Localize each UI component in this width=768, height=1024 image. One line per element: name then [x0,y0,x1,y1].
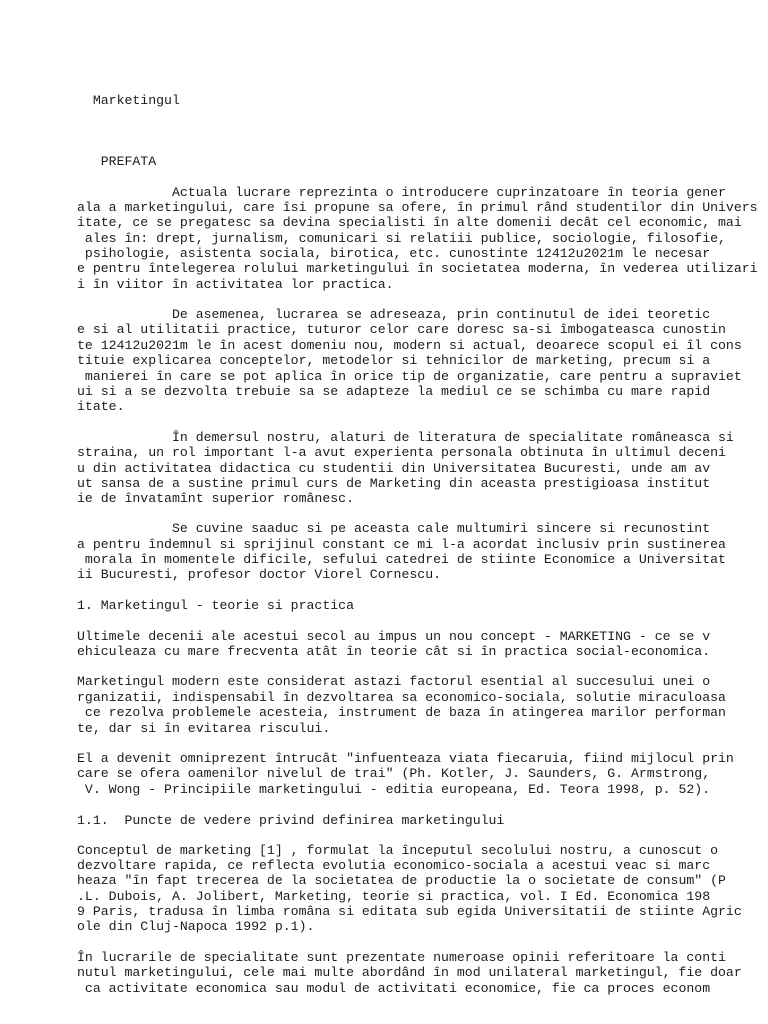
text-line: ut sansa de a sustine primul curs de Marketing din aceasta prestigioasa institut [77,476,711,491]
text-line: Conceptul de marketing [1] , formulat la începutul secolului nostru, a cunoscut o [77,843,719,858]
text-line: În lucrarile de specialitate sunt prezentate numeroase opinii referitoare la conti [77,950,726,965]
text-line: i în viitor în activitatea lor practica. [77,277,394,292]
text-line: nutul marketingului, cele mai multe abordând în mod unilateral marketingul, fie doar [77,965,742,980]
text-line: V. Wong - Principiile marketingului - editia europeana, Ed. Teora 1998, p. 52). [77,782,711,797]
text-line: ui si a se dezvolta trebuie sa se adapteze la mediul ce se schimba cu mare rapid [77,384,711,399]
section-heading: 1. Marketingul - teorie si practica [77,598,354,613]
text-line: ce rezolva problemele acesteia, instrument de baza în atingerea marilor performan [77,705,726,720]
text-line: 9 Paris, tradusa în limba româna si editata sub egida Universitatii de stiinte Agric [77,904,742,919]
text-line: manierei în care se pot aplica în orice tip de organizatie, care pentru a supraviet [77,369,742,384]
text-line: Se cuvine saaduc si pe aceasta cale multumiri sincere si recunostint [77,521,711,536]
text-line: e si al utilitatii practice, tuturor celor care doresc sa-si îmbogateasca cunostin [77,322,726,337]
text-line: tituie explicarea conceptelor, metodelor si tehnicilor de marketing, precum si a [77,353,711,368]
text-line: u din activitatea didactica cu studentii din Universitatea Bucuresti, unde am av [77,461,711,476]
text-line: care se ofera oamenilor nivelul de trai" (Ph. Kotler, J. Saunders, G. Armstrong, [77,766,711,781]
text-line: Actuala lucrare reprezinta o introducere cuprinzatoare în teoria gener [77,185,726,200]
text-line: heaza "în fapt trecerea de la societatea de productie la o societate de consum" (P [77,873,726,888]
text-line: ca activitate economica sau modul de activitati economice, fie ca proces econom [77,981,711,996]
text-line: Ultimele decenii ale acestui secol au impus un nou concept - MARKETING - ce se v [77,629,711,644]
text-line: te, dar si în evitarea riscului. [77,721,331,736]
section-heading: PREFATA [77,154,157,169]
text-line: rganizatii, indispensabil în dezvoltarea sa economico-sociala, solutie miraculoasa [77,690,726,705]
text-line: În demersul nostru, alaturi de literatura de specialitate româneasca si [77,430,734,445]
text-line: straina, un rol important l-a avut experienta personala obtinuta în ultimul deceni [77,445,726,460]
text-line: De asemenea, lucrarea se adreseaza, prin continutul de idei teoretic [77,307,711,322]
text-line: te 12412u2021m le în acest domeniu nou, modern si actual, deoarece scopul ei îl cons [77,338,742,353]
text-line: ii Bucuresti, profesor doctor Viorel Cornescu. [77,567,442,582]
text-line: a pentru îndemnul si sprijinul constant ce mi l-a acordat inclusiv prin sustinerea [77,537,726,552]
text-line: El a devenit omniprezent întrucât "infuenteaza viata fiecaruia, fiind mijlocul prin [77,751,734,766]
text-line: e pentru întelegerea rolului marketingului în societatea moderna, în vederea utilizari [77,261,758,276]
text-line: ie de învatamînt superior românesc. [77,491,354,506]
text-line: dezvoltare rapida, ce reflecta evolutia economico-sociala a acestui veac si marc [77,858,711,873]
document-title: Marketingul [77,93,180,108]
text-line: ehiculeaza cu mare frecventa atât în teorie cât si în practica social-economica. [77,644,711,659]
text-line: ole din Cluj-Napoca 1992 p.1). [77,919,315,934]
text-line: Marketingul modern este considerat astazi factorul esential al succesului unei o [77,674,711,689]
text-line: ala a marketingului, care îsi propune sa ofere, în primul rând studentilor din Univers [77,200,758,215]
text-line: itate. [77,399,125,414]
text-line: itate, ce se pregatesc sa devina specialisti în alte domenii decât cel economic, mai [77,215,742,230]
text-line: psihologie, asistenta sociala, birotica, etc. cunostinte 12412u2021m le necesar [77,246,711,261]
text-line: ales în: drept, jurnalism, comunicari si relatiii publice, sociologie, filosofie, [77,231,726,246]
section-heading: 1.1. Puncte de vedere privind definirea marketingului [77,813,505,828]
text-line: .L. Dubois, A. Jolibert, Marketing, teorie si practica, vol. I Ed. Economica 198 [77,889,711,904]
text-line: morala în momentele dificile, sefului catedrei de stiinte Economice a Universitat [77,552,726,567]
